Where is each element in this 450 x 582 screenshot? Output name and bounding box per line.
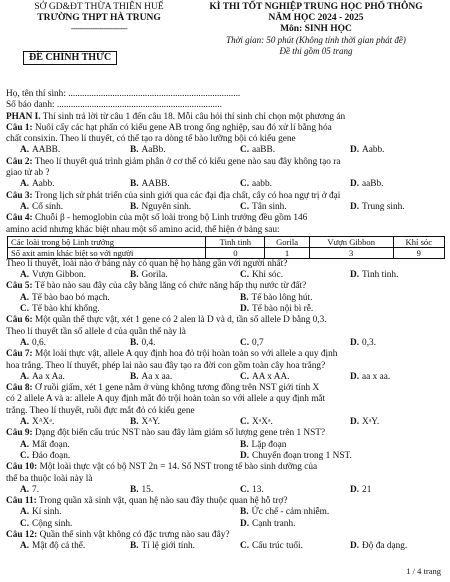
option-letter: C. (240, 417, 250, 428)
answer-option[interactable] (116, 179, 226, 190)
question (6, 213, 446, 259)
question-text-line (6, 496, 446, 507)
question-text: giao tử ab ? (6, 168, 50, 179)
option-letter: D. (240, 518, 250, 529)
school-name: TRƯỜNG THPT HÀ TRUNG (37, 13, 161, 23)
answer-option[interactable] (226, 519, 446, 530)
question-number: Câu 11: (6, 496, 37, 507)
question-text-line (6, 462, 446, 473)
question-number: Câu 7: (6, 349, 33, 360)
option-letter: A. (20, 507, 30, 518)
answer-option[interactable] (226, 338, 336, 349)
option-text: 0,6. (32, 337, 46, 348)
answer-option[interactable] (336, 202, 446, 213)
question (6, 123, 446, 157)
question-text: thể ba thuộc loài này là (6, 473, 93, 484)
answer-option[interactable] (336, 372, 446, 383)
option-letter: C. (240, 179, 250, 190)
question-number: Câu 2: (6, 156, 33, 167)
option-text: 13. (252, 484, 264, 495)
answer-option[interactable] (226, 145, 336, 156)
question-number: Câu 8: (6, 383, 33, 394)
option-letter: C. (20, 304, 30, 315)
answer-option[interactable] (336, 417, 446, 428)
option-letter: C. (240, 541, 250, 552)
option-text: Tế bào khí khổng. (32, 304, 100, 315)
option-text: aabb. (252, 179, 272, 190)
answer-option[interactable] (116, 417, 226, 428)
option-text: 0,3. (362, 337, 376, 348)
question (6, 281, 446, 315)
answer-option[interactable] (6, 202, 116, 213)
option-text: Tế bào bao bó mạch. (32, 292, 110, 303)
option-letter: C. (240, 201, 250, 212)
header-divider: -------------------------- (70, 24, 128, 33)
answer-options (6, 202, 446, 213)
question-text-line (6, 281, 446, 292)
answer-option[interactable] (226, 293, 446, 304)
answer-option[interactable] (6, 519, 226, 530)
question-text: Dạng đột biến cấu trúc NST nào sau đây làm giảm số lượng gene trên 1 NST? (34, 428, 326, 439)
option-letter: A. (20, 292, 30, 303)
option-letter: A. (20, 337, 30, 348)
answer-option[interactable] (116, 145, 226, 156)
question (6, 496, 446, 530)
question (6, 259, 446, 282)
option-text: Kí sinh. (32, 507, 62, 518)
option-text: Tân sinh. (252, 201, 287, 212)
question-number: Câu 12: (6, 529, 38, 540)
option-text: Đảo đoạn. (32, 450, 71, 461)
question-text-line (6, 383, 446, 394)
part-one-label: PHẦN I. (6, 111, 41, 122)
answer-options (6, 440, 446, 463)
answer-option[interactable] (6, 451, 226, 462)
option-text: Vượn Gibbon. (32, 270, 86, 281)
option-letter: A. (20, 371, 30, 382)
question-text: Chuỗi β - hemoglobin của một số loài trong bộ Linh trưởng đều gồm 146 (34, 213, 308, 224)
question-number: Câu 5: (6, 281, 33, 292)
question-number: Câu 6: (6, 315, 33, 326)
option-letter: D. (240, 450, 250, 461)
question-text-line (6, 134, 446, 145)
answer-option[interactable] (6, 293, 226, 304)
option-letter: B. (240, 507, 249, 518)
answer-option[interactable] (226, 179, 336, 190)
answer-options (6, 145, 446, 156)
option-text: Cạnh tranh. (252, 518, 296, 529)
answer-option[interactable] (226, 304, 446, 315)
option-text: XᵃXᵃ. (252, 417, 273, 428)
page-count: Đề thi gồm 05 trang (279, 46, 353, 56)
question-number: Câu 1: (6, 122, 33, 133)
option-text: Chuyển đoạn trong 1 NST. (252, 450, 352, 461)
header-left (14, 2, 184, 33)
document-header (0, 2, 450, 76)
question-text: Quần thể sinh vật không có đặc trưng nào sau đây? (39, 529, 230, 540)
exam-title: KÌ THI TỐT NGHIỆP TRUNG HỌC PHỔ THÔNG (209, 2, 423, 12)
option-letter: D. (350, 179, 360, 190)
question (6, 315, 446, 349)
option-text: aa x aa. (362, 371, 391, 382)
option-text: Tế bào lông hút. (251, 292, 313, 303)
option-letter: C. (20, 450, 30, 461)
option-text: 7. (32, 484, 40, 495)
option-letter: B. (130, 417, 139, 428)
question (6, 191, 446, 214)
exam-body (6, 89, 446, 553)
option-letter: A. (20, 201, 30, 212)
answer-option[interactable] (6, 145, 116, 156)
question-text-line (6, 349, 446, 360)
answer-option[interactable] (6, 485, 116, 496)
question (6, 428, 446, 462)
option-letter: B. (130, 484, 139, 495)
option-letter: D. (350, 484, 360, 495)
answer-option[interactable] (226, 417, 336, 428)
option-letter: B. (130, 270, 139, 281)
answer-options (6, 417, 446, 428)
question-text-line (6, 361, 446, 372)
option-text: Mất đoạn. (32, 439, 70, 450)
option-text: Cộng sinh. (32, 518, 73, 529)
table-cell: 9 (393, 247, 444, 258)
option-text: Ức chế - cảm nhiễm. (251, 507, 330, 518)
option-letter: B. (240, 439, 249, 450)
question-text: Tế bào nào sau đây của cây bằng lăng có chức năng hấp thụ nước từ đất? (34, 281, 307, 292)
option-text: Khỉ sóc. (252, 270, 284, 281)
answer-options (6, 507, 446, 530)
question-number: Câu 3: (6, 190, 33, 201)
part-one-text: Thí sinh trả lời từ câu 1 đến câu 18. Mỗi câu hỏi thí sinh chỉ chọn một phương án (40, 111, 346, 122)
option-letter: B. (130, 201, 139, 212)
option-letter: D. (240, 304, 250, 315)
table-cell: 1 (265, 247, 309, 258)
question-text-line (6, 428, 446, 439)
answer-option[interactable] (116, 372, 226, 383)
table-row-label: Số axit amin khác biệt so với người (8, 247, 206, 258)
question (6, 157, 446, 191)
answer-options (6, 485, 446, 496)
table-header-cell: Các loài trong bộ Linh trưởng (8, 236, 206, 247)
answer-option[interactable] (116, 485, 226, 496)
table-header-cell: Tinh tinh (206, 236, 265, 247)
option-text: Độ đa dạng. (362, 541, 408, 552)
question-text: Một loài thực vật, allele A quy định hoa đỏ trội hoàn toàn so với allele a quy định (34, 349, 338, 360)
answer-option[interactable] (116, 202, 226, 213)
question-text-line (6, 530, 446, 541)
table-cell: 0 (206, 247, 265, 258)
option-letter: D. (350, 145, 360, 156)
option-letter: C. (240, 337, 250, 348)
question-list (6, 123, 446, 553)
option-text: Trung sinh. (362, 201, 405, 212)
answer-option[interactable] (226, 202, 336, 213)
option-text: XᴬY. (141, 417, 161, 428)
option-text: 0,7 (252, 337, 264, 348)
option-letter: D. (350, 201, 360, 212)
option-text: 15. (141, 484, 154, 495)
answer-option[interactable] (226, 507, 446, 518)
option-letter: B. (130, 541, 139, 552)
candidate-name-line: Họ, tên thí sinh: .......................................................................... (6, 89, 241, 99)
answer-option[interactable] (116, 338, 226, 349)
option-letter: C. (240, 145, 250, 156)
option-text: Aa x Aa. (32, 371, 65, 382)
answer-option[interactable] (6, 179, 116, 190)
question-text-line (6, 394, 446, 405)
question-text: chất consixin. Theo lí thuyết, có thể tạo ra dòng tế bào lưỡng bội có kiểu gene (6, 134, 296, 145)
answer-option[interactable] (336, 541, 446, 552)
option-text: XᴬXᵃ. (32, 417, 55, 428)
question-text-line (6, 327, 446, 338)
answer-options (6, 338, 446, 349)
question-text: Theo lí thuyết quá trình giảm phân ở cơ thể có kiểu gene nào sau đây không tạo ra (34, 156, 341, 167)
option-letter: B. (130, 371, 139, 382)
table-row (8, 247, 445, 258)
option-text: Aabb. (362, 145, 385, 156)
answer-option[interactable] (6, 507, 226, 518)
option-letter: D. (350, 270, 360, 281)
answer-options (6, 541, 446, 552)
answer-option[interactable] (116, 270, 226, 281)
department-name: SỞ GD&ĐT THỪA THIÊN HUẾ (34, 2, 164, 12)
question (6, 530, 446, 553)
option-text: AABB. (32, 145, 61, 156)
header-right (186, 2, 446, 57)
option-text: aaBB. (252, 145, 276, 156)
answer-option[interactable] (6, 338, 116, 349)
table-header-cell: Gorila (265, 236, 309, 247)
option-text: Lặp đoạn (251, 439, 287, 450)
option-letter: A. (20, 439, 30, 450)
question-text-line (6, 191, 446, 202)
question-text-line (6, 474, 446, 485)
answer-option[interactable] (336, 338, 446, 349)
answer-options (6, 293, 446, 316)
question-text: Một loài thực vật có bộ NST 2n = 14. Số NST trong tế bào sinh dưỡng của (39, 462, 318, 473)
answer-option[interactable] (336, 145, 446, 156)
answer-option[interactable] (226, 485, 336, 496)
question-text-line (6, 213, 446, 224)
subject: Môn: SINH HỌC (280, 24, 352, 34)
option-text: aaBb. (362, 179, 384, 190)
option-letter: A. (20, 484, 30, 495)
question-text: Một quần thể thực vật, xét 1 gene có 2 alen là D và d, tần số allele D bằng 0,3. (34, 315, 327, 326)
question-text-line (6, 123, 446, 134)
option-letter: D. (350, 371, 360, 382)
question (6, 462, 446, 496)
option-text: Mật độ cá thể. (32, 541, 86, 552)
option-text: Cổ sinh. (32, 201, 64, 212)
table-header-row (8, 236, 445, 247)
question (6, 349, 446, 383)
question-text: hoa trắng. Theo lí thuyết, phép lai nào sau đây tạo ra đời con gồm toàn cây hoa trắng? (6, 360, 326, 371)
question-text: Trong lịch sử phát triển của sinh giới qua các đại địa chất, cây có hoa ngự trị ở đại (34, 190, 341, 201)
answer-option[interactable] (6, 304, 226, 315)
option-letter: A. (20, 179, 30, 190)
option-text: Cấu trúc tuổi. (252, 541, 303, 552)
option-letter: C. (240, 270, 250, 281)
question-text: Trong quần xã sinh vật, quan hệ nào sau đây thuộc quan hệ hỗ trợ? (38, 496, 288, 507)
answer-option[interactable] (116, 541, 226, 552)
option-letter: D. (350, 417, 360, 428)
question-text: amino acid nhưng khác biệt nhau một số amino acid, thể hiện ở bảng sau: (6, 224, 280, 235)
answer-options (6, 372, 446, 383)
official-exam-box: ĐỀ CHÍNH THỨC (23, 51, 117, 65)
option-text: Aa x aa. (141, 371, 173, 382)
question-number: Câu 4: (6, 213, 33, 224)
question-text: trắng. Theo lí thuyết, ruồi đực mắt đỏ có kiểu gene (6, 405, 195, 416)
question-text-line (6, 225, 446, 236)
answer-option[interactable] (6, 372, 116, 383)
answer-option[interactable] (226, 451, 446, 462)
question-text-line (6, 406, 446, 417)
question-number: Câu 10: (6, 462, 38, 473)
option-letter: A. (20, 145, 30, 156)
amino-acid-table (7, 236, 445, 259)
option-text: 0,4. (141, 337, 156, 348)
answer-option[interactable] (6, 440, 226, 451)
exam-time: Thời gian: 50 phút (Không tính thời gian phát đề) (226, 35, 406, 45)
answer-option[interactable] (226, 440, 446, 451)
option-text: Tinh tinh. (362, 270, 399, 281)
answer-option[interactable] (6, 270, 116, 281)
option-text: Gorila. (141, 270, 168, 281)
option-letter: B. (130, 145, 139, 156)
question-text: có 2 allele A và a: allele A quy định mắt đỏ trội hoàn toàn so với allele a quy định mắt (6, 394, 326, 405)
question-text: Theo lí thuyết, loài nào ở bảng này có quan hệ họ hàng gần với người nhất? (6, 258, 288, 269)
option-letter: C. (240, 371, 250, 382)
page-number: 1 / 4 trang (406, 566, 441, 576)
part-one-instruction (6, 112, 446, 123)
option-text: AaBb. (141, 145, 166, 156)
option-text: XᵃY. (362, 417, 380, 428)
option-letter: B. (240, 292, 249, 303)
question-text: Theo lí thuyết tần số allele d của quần thể này là (6, 326, 186, 337)
table-header-cell: Vượn Gibbon (309, 236, 393, 247)
option-text: 21 (362, 484, 372, 495)
option-letter: A. (20, 270, 30, 281)
option-text: AABB. (141, 179, 170, 190)
option-text: Aabb. (32, 179, 55, 190)
question-text-line (6, 259, 446, 270)
option-text: Tế bào nội bì rễ. (252, 304, 314, 315)
answer-options (6, 179, 446, 190)
option-letter: A. (20, 417, 30, 428)
answer-option[interactable] (336, 485, 446, 496)
option-text: Tỉ lệ giới tính. (141, 541, 195, 552)
question-text-line (6, 315, 446, 326)
option-letter: C. (20, 518, 30, 529)
table-header-cell: Khỉ sóc (393, 236, 444, 247)
question-text: Ở ruồi giấm, xét 1 gene nằm ở vùng không tương đồng trên NST giới tính X (34, 383, 320, 394)
school-year: NĂM HỌC 2024 - 2025 (268, 13, 364, 23)
answer-option[interactable] (6, 417, 116, 428)
answer-options (6, 270, 446, 281)
option-letter: C. (240, 484, 250, 495)
option-text: AA x AA. (252, 371, 290, 382)
option-text: Nguyên sinh. (141, 201, 192, 212)
answer-option[interactable] (226, 372, 336, 383)
answer-option[interactable] (226, 270, 336, 281)
candidate-number-line: Số báo danh: ....................................................................... (6, 100, 222, 111)
table-cell: 3 (309, 247, 393, 258)
option-letter: B. (130, 337, 139, 348)
question-text-line (6, 157, 446, 168)
option-letter: D. (350, 337, 360, 348)
answer-option[interactable] (336, 270, 446, 281)
question (6, 383, 446, 428)
question-number: Câu 9: (6, 428, 33, 439)
answer-option[interactable] (6, 541, 116, 552)
option-letter: A. (20, 541, 30, 552)
answer-option[interactable] (336, 179, 446, 190)
question-text-line (6, 168, 446, 179)
answer-option[interactable] (226, 541, 336, 552)
option-letter: D. (350, 541, 360, 552)
question-text: Nuôi cấy các hạt phấn có kiểu gene AB trong ống nghiệp, sau đó xử lí bằng hóa (34, 122, 332, 133)
option-letter: B. (130, 179, 139, 190)
